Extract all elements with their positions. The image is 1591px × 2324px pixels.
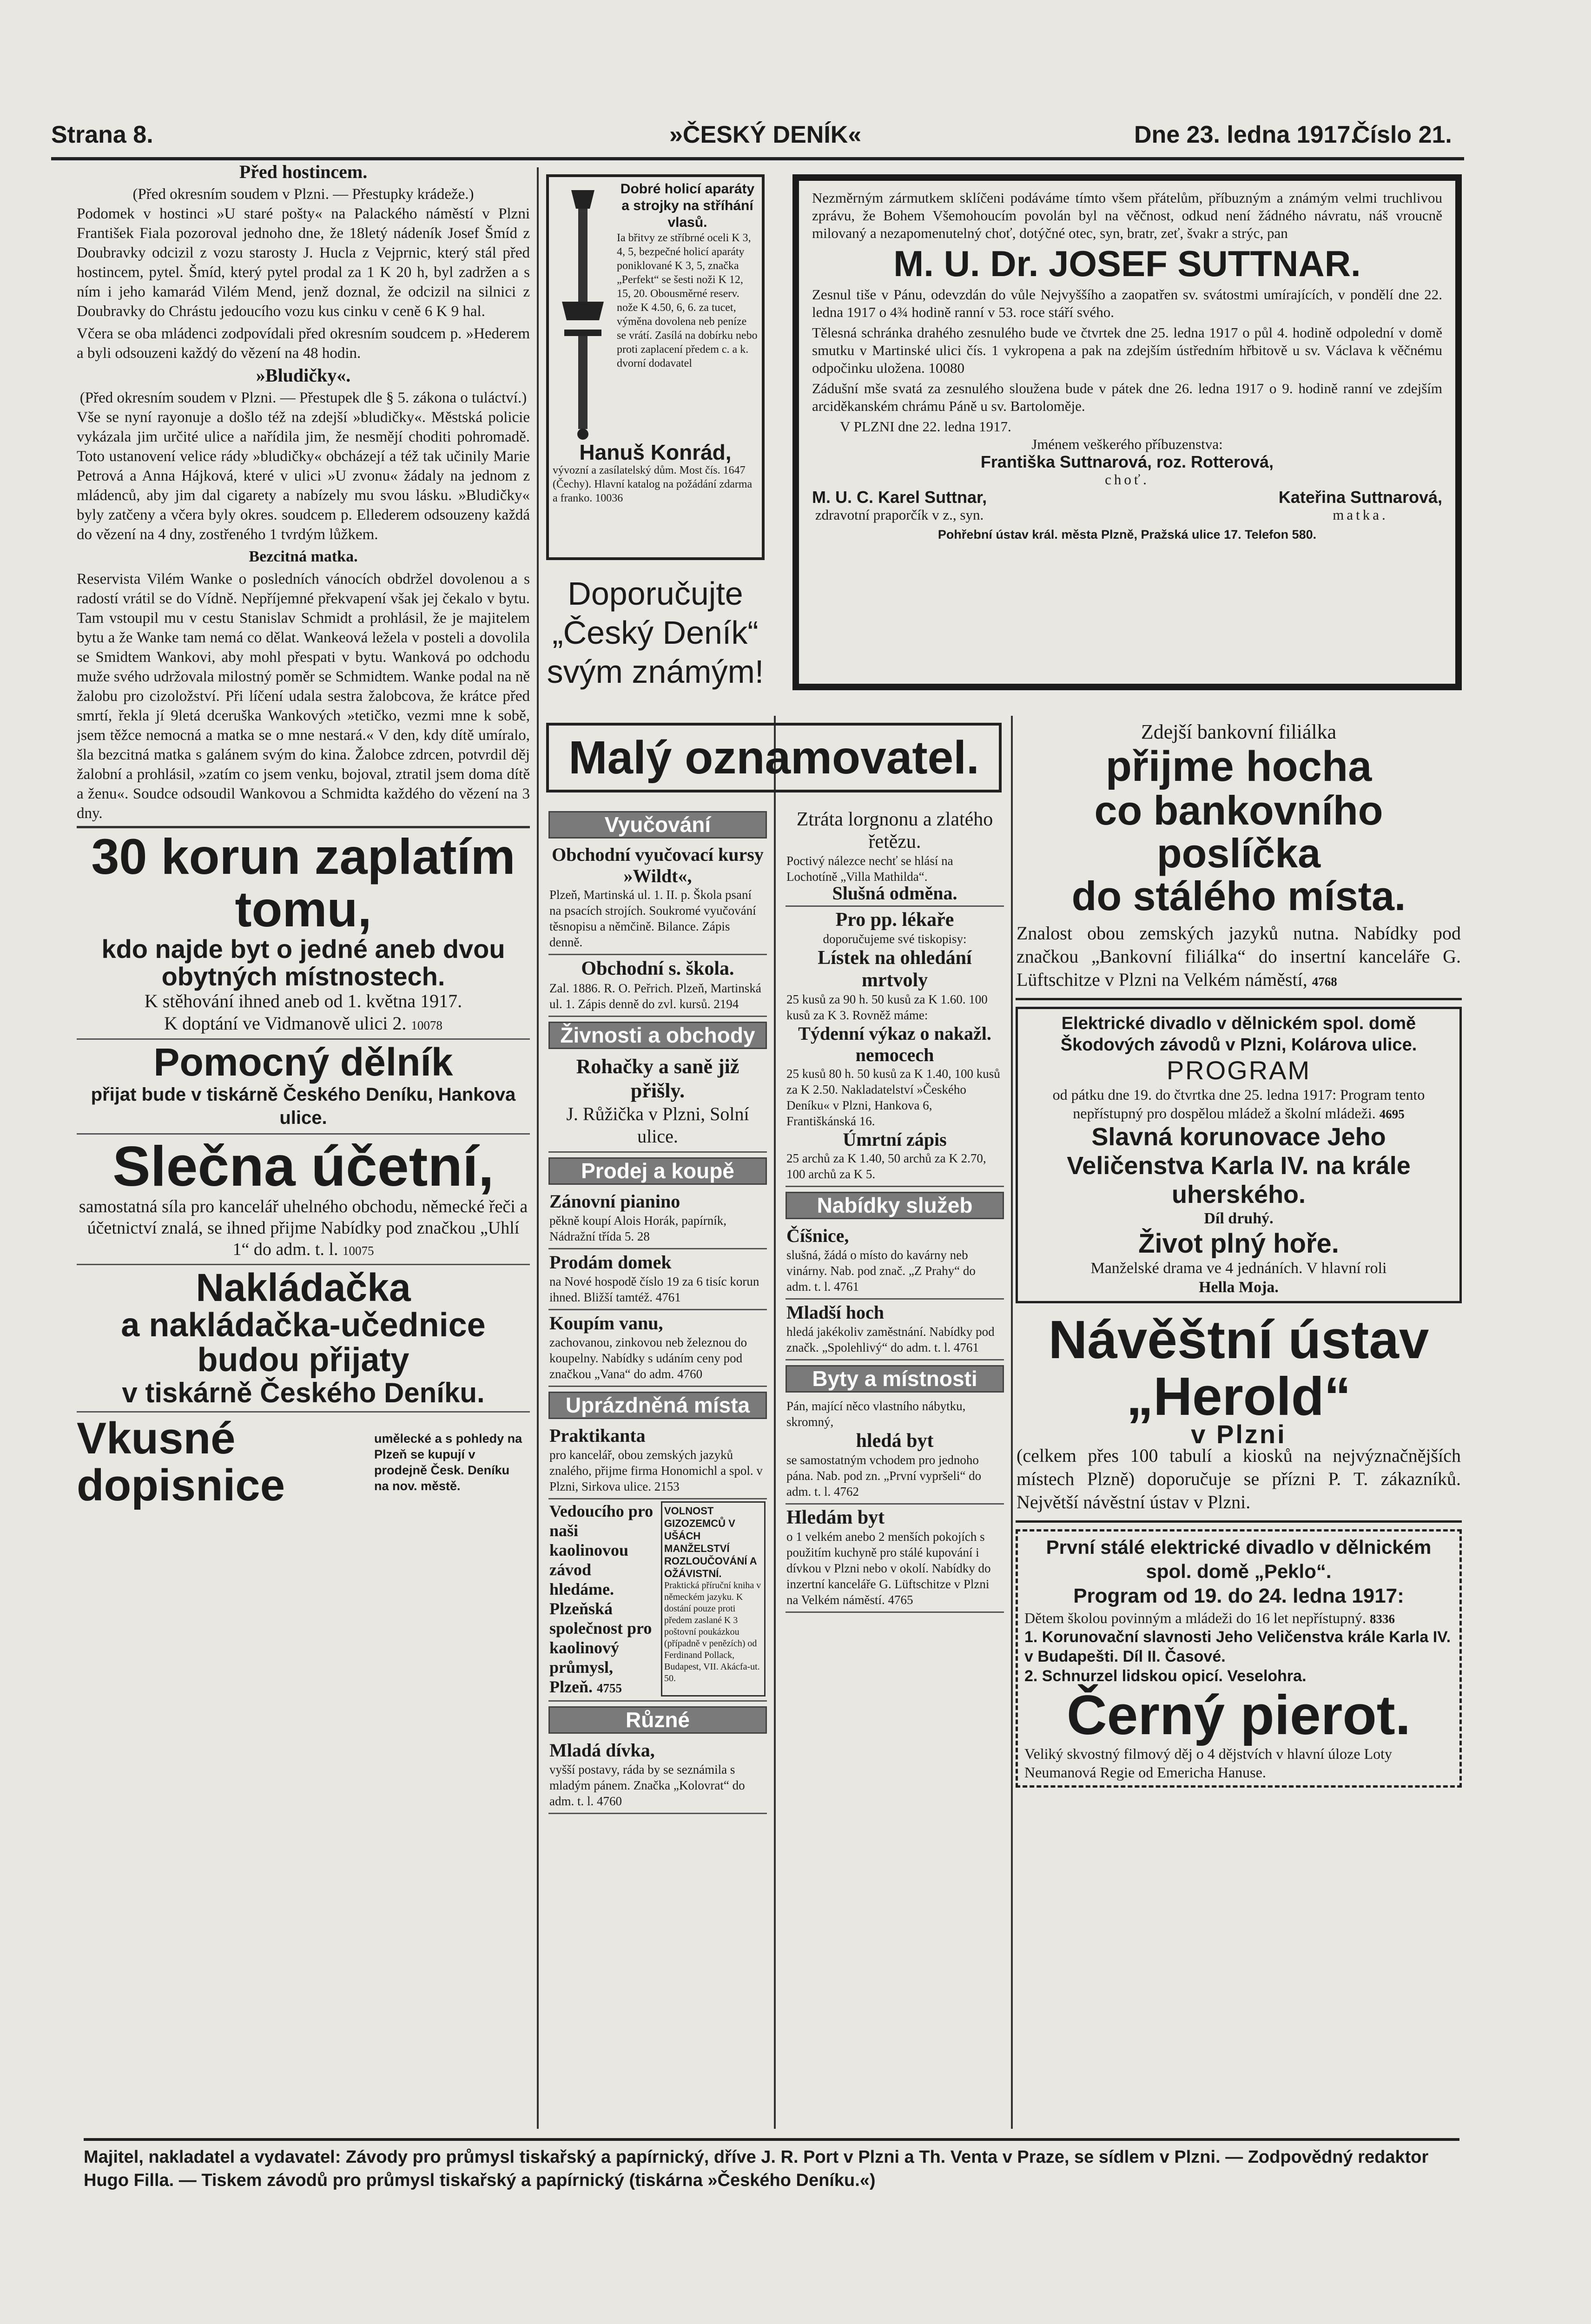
column-3-classifieds [786,806,1004,2126]
ad-piano [548,1188,767,1249]
ad-trainee [548,1423,767,1499]
ad-text: Ia břitvy ze stříbrné oceli K 3, 4, 5, bezpečné holicí aparáty poniklované K 3, 5, značka „Perfekt“ se šesti noži K 12, 15, 20. Obousměrné reserv. nože K 4.50, 6, 6. za tucet, výměna dovolena neb peníze se vrátí. Zasílá na dobírku nebo proti zaplacení předem c. a k. dvorní dodavatel [617,232,758,370]
ad-text: 25 archů za K 1.40, 50 archů za K 2.70, 100 archů za K 5. [786,1151,986,1181]
ad-headline: do stálého místa. [1071,873,1406,919]
ad-house [548,1249,767,1310]
ad-subheadline: kdo najde byt o jedné aneb dvou obytných místnostech. [101,934,505,991]
article-paragraph: Vše se nyní rayonuje a došlo též na zdejší »bludičky«. Městská policie vykázala jim určité ulice a nařídila jim, že nesmějí choditi pohromadě. Toto ustanovení velice rády »bludičky« obcházejí a též tak učinily Marie Petrová a Anna Hájková, které v ulici »U zvonu« žádaly na jednom z mládenců, aby jim dal cigarety a nabízely mu svou lásku. »Bludičky« byly zatčeny a včera byly okres. soudcem p. Ellederem odsouzeny každá do vězení na 4 dny, zostřeného 1 tvrdým lůžkem. [77,409,530,543]
ad-text: Dětem školou povinným a mládeži do 16 let nepřístupný. [1024,1610,1366,1627]
ad-number: 10078 [411,1018,442,1033]
obituary-wife: Františka Suttnarová, roz. Rotterová, [980,452,1274,471]
ad-text: na Nové hospodě číslo 19 za 6 tisíc korun ihned. Bližší tamtéž. [549,1274,759,1304]
obituary-name: M. U. Dr. JOSEF SUTTNAR. [893,243,1361,284]
article-subtitle: (Před okresním soudem v Plzni. — Přestupky krádeže.) [132,186,474,203]
ad-text: Zdejší bankovní filiálka [1141,720,1337,743]
page-header [51,115,1464,160]
article-paragraph: Reservista Vilém Wanke o posledních vánocích obdržel dovolenou a s radostí vrátil se do Vídně. Nepříjemné překvapení však jej čekalo v bytu. Tam vstoupil mu v cestu Stanislav Schmidt a prohlásil, že je majitelem bytu a že Wanke tam nemá co dělat. Wankeová ležela v posteli a dovolila se Smidtem Wankovi, aby mohl přespati v bytu. Wanková po odchodu muže svého udržovala milostný poměr se Schmidtem. Wanke podal na ně žalobu pro cizoložství. Při líčení udala sestra žalobcova, že krátce před smrtí, řekla jí 9letá dceruška Wankových »tetičko, vezmi mne k sobě, jsem těžce nemocná a matka se o mne nestará.« V den, kdy dítě umíralo, šla bezcitná matka s galánem svým do kina. Žalobce zdrcen, potvrdil děj žalobní a prohlásil, »zatím co jsem venku, bojoval, ztratil jsem doma dítě a ženu«. Soudce odsoudil Wankovou a Schmidta každého do vězení na 3 dny. [77,571,530,822]
ad-headline: Prodám domek [549,1252,672,1273]
ad-text: o 1 velkém anebo 2 menších pokojích s použitím kuchyně pro stálé kupování i dívkou v Plzni nebo v okolí. Nabídky do inzertní kanceláře G. Lüftschitze v Plzni na Velkém náměstí. [786,1530,991,1607]
issue-date: Dne 23. ledna 1917. [1134,121,1357,148]
ad-text: Veliký skvostný filmový děj o 4 dějstvích v hlavní úloze Loty Neumanová Regie od Emericha Hanuse. [1024,1745,1393,1781]
ad-number: 4768 [1312,974,1337,989]
obituary-family-label: Jménem veškerého příbuzenstva: [1031,436,1223,452]
newspaper-title: »ČESKÝ DENÍK« [669,121,862,148]
ad-text: od pátku dne 19. do čtvrtka dne 25. ledna 1917: Program tento nepřístupný pro dospělou mládež a školní mládeži. [1052,1086,1425,1122]
column-divider [1011,716,1013,2129]
obituary-number: 10080 [928,359,965,376]
ad-text: vývozní a zasílatelský dům. Most čís. 1647 (Čechy). Hlavní katalog na požádání zdarma a franko. [553,464,753,505]
ad-headline: Slečna účetní, [112,1134,494,1198]
ad-text: samostatná síla pro kancelář uhelného obchodu, německé řeči a účetnictví znalá, se ihned přijme Nabídky pod značkou „Uhlí 1“ do adm. t. l. [79,1196,528,1259]
article-title: »Bludičky«. [256,365,351,386]
ad-headline: Obchodní s. škola. [581,958,734,979]
ad-headline: Mladá dívka, [549,1740,655,1761]
section-banner-trades: Živnosti a obchody [548,1022,767,1049]
ad-headline: přijme hocha [1105,743,1372,790]
ad-razors [546,174,765,560]
ad-headline: Obchodní vyučovací kursy »Wildt«, [552,844,764,886]
ad-number: 4761 [953,1340,979,1354]
ad-number: 4765 [888,1593,913,1607]
ad-text: 25 kusů za 90 h. 50 kusů za K 1.60. 100 kusů za K 3. Rovněž máme: [786,992,988,1022]
ad-company: Hanuš Konrád, [579,440,732,464]
section-banner-misc: Různé [548,1706,767,1734]
ad-text: Znalost obou zemských jazyků nutna. Nabídky pod značkou „Bankovní filiálka“ do insertní kanceláře G. Lüftschitze v Plzni na Velkém náměstí, [1017,922,1461,990]
ad-young-boy [786,1300,1004,1360]
article-paragraph: Podomek v hostinci »U staré pošty« na Palackého náměstí v Plzni František Fiala pozoroval jednoho dne, že 18letý nádeník Josef Šmíd z Doubravky odcizil z vozu starosty J. Hucla z Vejprnic, který stál před hostincem, pytel. Šmíd, který pytel prodal za 1 K 20 h, byl zadržen a s ním i jeho kamarád Vilém Mend, jenž doznal, že odcizil na silnici z Doubravky do Chrástu jedoucího vozu kus cinku v ceně 6 K 9 hal. [77,205,530,320]
ad-accountant [77,1135,530,1265]
obituary-daughter: Kateřina Suttnarová, [1278,487,1442,507]
ad-bathtub [548,1310,767,1387]
ad-course [548,842,767,955]
ad-number: 4761 [655,1290,681,1304]
book-text: Praktická příruční kniha v německém jazyku. K dostání pouze proti předem zaslané K 3 poštovní poukázkou (případně v penězích) od Ferdinand Pollack, Budapest, VII. Akácfa-ut. 50. [664,1580,761,1684]
ad-text: pro kancelář, obou zemských jazyků znalého, přijme firma Honomichl a spol. v Plzni, Sirkova ulice. [549,1448,763,1493]
ad-number: 28 [637,1229,650,1243]
ad-subheadline: v Plzni [1191,1419,1287,1449]
ad-text: zachovanou, zinkovou neb železnou do koupelny. Nabídky s udáním ceny pod značkou „Vana“ do adm. [549,1335,747,1381]
ad-postcards [77,1413,530,1509]
ad-number: 4762 [834,1485,859,1499]
ad-text: Pán, mající něco vlastního nábytku, skromný, [786,1399,966,1429]
ad-peklo-cinema [1016,1529,1462,1788]
ad-number: 4755 [596,1681,622,1695]
ad-headline: První stálé elektrické divadlo v dělnickém spol. domě „Peklo“. [1046,1536,1432,1583]
obituary-son: M. U. C. Karel Suttnar, [812,487,987,507]
ad-headline: Zánovní pianino [549,1191,680,1212]
ad-text: K doptání ve Vidmanově ulici 2. [164,1013,407,1034]
section-banner-housing: Byty a místnosti [786,1365,1004,1393]
ad-headline: Koupím vanu, [549,1313,663,1334]
ad-doctors [786,907,1004,1187]
ad-headline: Týdenní výkaz o nakažl. nemocech [798,1023,991,1065]
ad-text: hledá jakékoliv zaměstnání. Nabídky pod značk. „Spolehlivý“ do adm. t. l. [786,1325,995,1354]
article-paragraph: Včera se oba mládenci zodpovídali před okresním soudcem p. »Hederem a byli odsouzeni každý do vězení na 48 hodin. [77,325,530,362]
column-4 [1016,718,1462,2131]
obituary-text: Tělesná schránka drahého zesnulého bude ve čtvrtek dne 25. ledna 1917 o půl 4. hodině odpolední v domě smutku v Martinské ulici čís. 1 vykropena a pak na zdejším ústředním hřbitově u sv. Václava k věčnému odpočinku uložena. [812,324,1442,376]
column-divider [774,716,776,2129]
obituary-text: Zádušní mše svatá za zesnulého sloužena bude v pátek dne 26. ledna 1917 o 9. hodině ranní ve zdejším arciděkanském chrámu Páně u sv. Bartoloměje. [812,380,1442,414]
obituary-daughter-role: matka. [1333,506,1388,523]
ad-headline: Pomocný dělník [153,1040,453,1084]
article-title: Bezcitná matka. [249,548,358,565]
ad-text: 25 kusů 80 h. 50 kusů za K 1.40, 100 kusů za K 2.50. Nakladatelství »Českého Deníku« v Plzni, Hankova 6, Františkánská 16. [786,1067,1000,1128]
ad-text: Manželské drama ve 4 jednáních. V hlavní roli [1090,1259,1387,1277]
ad-text: pěkně koupí Alois Horák, papírník, Nádražní třída 5. [549,1214,726,1243]
ad-waitress [786,1223,1004,1300]
ad-text: 2. Schnurzel lidskou opicí. Veselohra. [1024,1667,1307,1685]
ad-electric-theatre [1016,1007,1462,1303]
ad-number: 10036 [595,492,623,505]
ad-headline: 30 korun zaplatím tomu, [91,828,515,938]
ad-headline: Elektrické divadlo v dělnickém spol. domě Škodových závodů v Plzni, Kolárova ulice. [1060,1013,1417,1055]
ad-headline: co bankovního poslíčka [1094,787,1383,876]
ad-text: doporučujeme své tiskopisy: [823,932,967,946]
ad-text: Zal. 1886. R. O. Peřrich. Plzeň, Martinská ul. 1. Zápis denně do zvl. kursů. [549,981,761,1011]
obituary-text: Zesnul tiše v Pánu, odevzdán do vůle Nejvyššího a zaopatřen sv. svátostmi umírajících, v pondělí dne 22. ledna 1917 o 4¾ hodině ranní v 53. roce stáří svého. [812,286,1442,320]
ad-number: 2194 [713,997,739,1011]
ad-reward-apartment [77,826,530,1040]
ad-text: se samostatným vchodem pro jednoho pána. Nab. pod zn. „První vypršeli“ do adm. t. l. [786,1453,982,1499]
ad-headline: Lístek na ohledání mrtvoly [818,947,972,991]
ad-headline: Doporučujte „Český Deník“ svým známým! [547,575,764,690]
ad-headline: Praktikanta [549,1425,646,1446]
ad-number: 4760 [597,1794,622,1808]
column-1 [77,160,530,2131]
ad-laborer [77,1040,530,1134]
obituary-footer: Pohřební ústav král. města Plzně, Pražská ulice 17. Telefon 580. [937,527,1317,541]
ad-number: 4760 [677,1367,703,1381]
ad-headline: Slavná korunovace Jeho Veličenstva Karla IV. na krále uherského. [1067,1122,1411,1208]
obituary-son-role: zdravotní praporčík v z., syn. [815,506,984,523]
ad-headline: Ztráta lorgnonu a zlatého řetězu. [796,809,993,852]
ad-number: 10075 [342,1243,374,1258]
ad-sleds [548,1053,767,1153]
ad-headline: hledá byt [856,1430,934,1452]
ad-number: 8336 [1369,1612,1395,1626]
ad-headline: Mladší hoch [786,1302,885,1323]
ad-loader [77,1265,530,1413]
ad-headline: Dobré holicí aparáty a strojky na stříhání vlasů. [620,181,755,230]
issue-number: Číslo 21. [1353,121,1452,148]
column-divider [537,167,539,2129]
ad-text: K stěhování ihned aneb od 1. května 1917. [144,990,462,1012]
ad-text: Hella Moja. [1199,1278,1279,1296]
ad-number: 2153 [654,1479,680,1493]
ad-book [661,1501,766,1697]
column-2-classifieds [548,806,767,2126]
ad-text: Poctivý nálezce nechť se hlásí na Lochotíně „Villa Mathilda“. [786,854,953,884]
article-subtitle: (Před okresním soudem v Plzni. — Přestupek dle § 5. zákona o tuláctví.) [79,390,527,406]
classifieds-title: Malý oznamovatel. [568,731,979,784]
obituary-text: Nezměrným zármutkem sklíčeni podáváme tímto všem přátelům, příbuzným a známým velmi truchlivou zprávu, že Bohem Všemohoucím povolán byl na věčnost, odkud není žádného návratu, náš vroucně milovaný a nezapomenutelný choť, dotýčné otec, syn, bratr, zeť, švakr a strýc, pan [812,190,1442,241]
ad-school [548,955,767,1017]
imprint-footer: Majitel, nakladatel a vydavatel: Závody pro průmysl tiskařský a papírnický, dříve J. R. Port v Plzni a Th. Venta v Praze, se sídlem v Plzni. — Zodpovědný redaktor Hugo Filla. — Tiskem závodů pro průmysl tiskařský a papírnický (tiskárna »Českého Deníku.«) [84,2138,1459,2192]
ad-headline: Úmrtní zápis [843,1129,947,1150]
ad-text: J. Růžička v Plzni, Solní ulice. [566,1103,749,1147]
ad-headline: budou přijaty [197,1341,409,1379]
ad-number: 4695 [1379,1107,1405,1121]
classifieds-header [546,723,1002,792]
article-title: Před hostincem. [239,161,368,182]
ad-flat-wanted [786,1505,1004,1613]
ad-recommend [546,574,765,704]
ad-headline: Rohačky a saně již přišly. [576,1055,739,1102]
ad-lost-lorgnon [786,806,1004,907]
ad-kaolin [548,1499,767,1702]
ad-text: 1. Korunovační slavnosti Jeho Veličenstva krále Karla IV. v Budapešti. Díl II. Časové. [1024,1628,1451,1666]
ad-headline: Návěštní ústav „Herold“ [1048,1309,1429,1426]
section-banner-vacancies: Uprázdněná místa [548,1392,767,1419]
ad-girl [548,1737,767,1814]
ad-seeks-flat [786,1396,1004,1505]
ad-text: přijat bude v tiskárně Českého Deníku, Hankova ulice. [91,1084,516,1128]
ad-text: Vedoucího pro naši kaolinovou závod hledáme. Plzeňská společnost pro kaolinový průmysl, Plzeň. [549,1502,654,1696]
section-banner-education: Vyučování [548,811,767,838]
ad-headline: Hledám byt [786,1507,885,1528]
ad-text: Díl druhý. [1204,1209,1274,1227]
ad-headline: Program od 19. do 24. ledna 1917: [1073,1585,1404,1608]
ad-headline: Vkusné dopisnice [77,1413,285,1510]
ad-headline: Život plný hoře. [1138,1228,1339,1259]
ad-headline: Pro pp. lékaře [835,909,954,931]
razor-illustration-icon [553,181,613,441]
section-banner-sale: Prodej a koupě [548,1157,767,1185]
ad-text: Plzeň, Martinská ul. 1. II. p. Škola psaní na psacích strojích. Soukromé vyučování těsnopisu a němčině. Bilance. Zápis denně. [549,888,756,949]
ad-headline: PROGRAM [1166,1055,1311,1085]
ad-headline: Černý pierot. [1066,1684,1411,1747]
ad-herold [1016,1310,1462,1523]
ad-headline: Nakládačka [196,1265,411,1309]
ad-text: (celkem přes 100 tabulí a kiosků na nejvýznačnějších místech Plzně) doporučuje se přízni P. T. zákazníků. Největší návěstní ústav v Plzni. [1017,1445,1461,1513]
page-number: Strana 8. [51,121,153,148]
ad-number: 4761 [834,1280,859,1294]
obituary-place: V PLZNI dne 22. ledna 1917. [840,418,1011,435]
ad-bank-messenger [1016,718,1462,1000]
ad-headline: a nakládačka-učednice [121,1306,486,1344]
ad-text: vyšší postavy, ráda by se seznámila s mladým pánem. Značka „Kolovrat“ do adm. t. l. [549,1763,745,1808]
obituary-wife-role: choť. [1105,471,1149,488]
obituary-box [792,174,1462,690]
ad-text: Slušná odměna. [832,883,957,904]
ad-headline: Číšnice, [786,1225,849,1246]
ad-text: umělecké a s pohledy na Plzeň se kupují v prodejně Česk. Deníku na nov. městě. [374,1431,522,1493]
book-title: VOLNOST GIZOZEMCŮ V UŠÁCH MANŽELSTVÍ ROZLOUČOVÁNÍ A OŽÁVISTNÍ. [664,1505,757,1579]
ad-headline: v tiskárně Českého Deníku. [122,1377,485,1409]
ad-text: slušná, žádá o místo do kavárny neb vinárny. Nab. pod znač. „Z Prahy“ do adm. t. l. [786,1248,976,1294]
section-banner-services: Nabídky služeb [786,1192,1004,1219]
